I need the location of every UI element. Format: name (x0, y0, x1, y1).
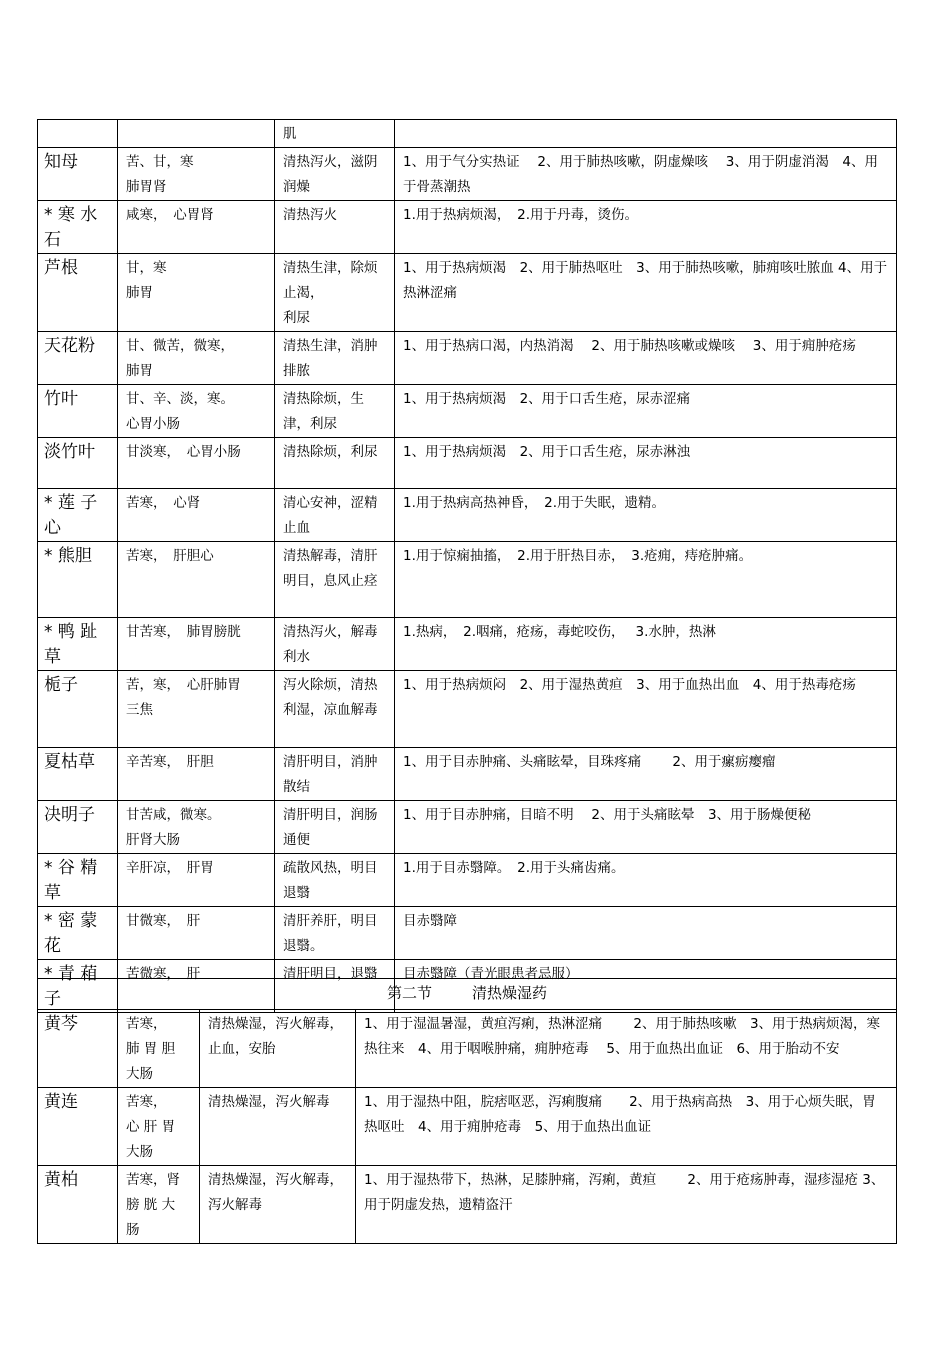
herb-usage (395, 120, 897, 148)
herb-name (38, 120, 118, 148)
herb-name: 决明子 (38, 801, 118, 854)
table-row (38, 201, 897, 254)
herb-name: * 青 葙子 (38, 960, 118, 1013)
herb-name: * 密 蒙花 (38, 907, 118, 960)
herb-taste-meridian: 苦寒， 肝胆心 (118, 542, 275, 618)
herb-taste-meridian: 苦寒， 肺 胃 胆 大肠 (118, 1010, 200, 1088)
herb-usage: 1、用于目赤肿痛，目暗不明 2、用于头痛眩晕 3、用于肠燥便秘 (395, 801, 897, 854)
herb-usage: 1、用于目赤肿痛、头痛眩晕，目珠疼痛 2、用于瘰疬瘿瘤 (395, 748, 897, 801)
herb-taste-meridian: 苦、甘，寒 肺胃肾 (118, 148, 275, 201)
herb-taste-meridian: 苦寒， 心肾 (118, 489, 275, 542)
herb-effect: 清心安神，涩精止血 (275, 489, 395, 542)
herb-effect: 清热燥湿，泻火解毒，止血，安胎 (200, 1010, 356, 1088)
section-number: 第二节 (387, 984, 433, 1002)
table-row (38, 120, 897, 148)
table-row (38, 332, 897, 385)
section-heading-row (38, 979, 897, 1010)
herb-name: 黄连 (38, 1088, 118, 1166)
table-row (38, 618, 897, 671)
herb-taste-meridian: 甘、辛、淡，寒。 心胃小肠 (118, 385, 275, 438)
herb-usage: 目赤翳障 (395, 907, 897, 960)
herb-effect: 清热解毒，清肝明目，息风止痉 (275, 542, 395, 618)
herb-table-section2 (37, 978, 897, 1244)
herb-effect: 清肝明目，退翳 (275, 960, 395, 1013)
herb-usage: 1、用于湿温暑湿，黄疸泻痢，热淋涩痛 2、用于肺热咳嗽 3、用于热病烦渴，寒热往来 4、用于咽喉肿痛，痈肿疮毒 5、用于血热出血证 6、用于胎动不安 (356, 1010, 897, 1088)
table-row (38, 438, 897, 489)
herb-effect: 清热除烦，生津，利尿 (275, 385, 395, 438)
herb-name: 知母 (38, 148, 118, 201)
herb-effect: 清热燥湿，泻火解毒，泻火解毒 (200, 1166, 356, 1244)
table-row (38, 148, 897, 201)
table-row (38, 542, 897, 618)
table-row (38, 671, 897, 748)
herb-effect: 清热泻火 (275, 201, 395, 254)
table-row (38, 385, 897, 438)
herb-table-section1 (37, 119, 897, 1013)
herb-name: 天花粉 (38, 332, 118, 385)
table-row (38, 1088, 897, 1166)
herb-name: * 鸭 趾草 (38, 618, 118, 671)
herb-usage: 1.用于热病高热神昏， 2.用于失眠，遗精。 (395, 489, 897, 542)
herb-taste-meridian: 甘，寒 肺胃 (118, 254, 275, 332)
herb-name: * 寒 水石 (38, 201, 118, 254)
herb-usage: 1、用于气分实热证 2、用于肺热咳嗽，阴虚燥咳 3、用于阴虚消渴 4、用于骨蒸潮热 (395, 148, 897, 201)
herb-effect: 清热生津，消肿排脓 (275, 332, 395, 385)
herb-usage: 1.用于热病烦渴， 2.用于丹毒，烫伤。 (395, 201, 897, 254)
herb-name: * 谷 精草 (38, 854, 118, 907)
herb-usage: 1.用于惊痫抽搐， 2.用于肝热目赤， 3.疮痈，痔疮肿痛。 (395, 542, 897, 618)
table-row (38, 801, 897, 854)
herb-effect: 清肝养肝，明目退翳。 (275, 907, 395, 960)
herb-usage: 1.热病， 2.咽痛，疮疡，毒蛇咬伤， 3.水肿，热淋 (395, 618, 897, 671)
table-row (38, 748, 897, 801)
herb-usage: 1、用于热病烦闷 2、用于湿热黄疸 3、用于血热出血 4、用于热毒疮疡 (395, 671, 897, 748)
section-title: 清热燥湿药 (472, 984, 548, 1002)
herb-usage: 1、用于湿热带下，热淋，足膝肿痛，泻痢，黄疸 2、用于疮疡肿毒，湿疹湿疮 3、用于阴虚发热，遗精盗汗 (356, 1166, 897, 1244)
table-row (38, 1010, 897, 1088)
table-row (38, 489, 897, 542)
table-row (38, 1166, 897, 1244)
herb-taste-meridian (118, 120, 275, 148)
herb-usage: 1、用于热病烦渴 2、用于口舌生疮，尿赤涩痛 (395, 385, 897, 438)
herb-name: 黄柏 (38, 1166, 118, 1244)
herb-name: 黄芩 (38, 1010, 118, 1088)
herb-taste-meridian: 苦寒， 心 肝 胃 大肠 (118, 1088, 200, 1166)
herb-effect: 清热除烦，利尿 (275, 438, 395, 489)
herb-taste-meridian: 苦寒，肾 膀 胱 大 肠 (118, 1166, 200, 1244)
herb-usage: 1.用于目赤翳障。 2.用于头痛齿痛。 (395, 854, 897, 907)
herb-effect: 肌 (275, 120, 395, 148)
herb-taste-meridian: 苦微寒， 肝 (118, 960, 275, 1013)
herb-effect: 清热生津，除烦止渴， 利尿 (275, 254, 395, 332)
herb-usage: 目赤翳障（青光眼患者忌服） (395, 960, 897, 1013)
herb-taste-meridian: 甘苦寒， 肺胃膀胱 (118, 618, 275, 671)
herb-name: 竹叶 (38, 385, 118, 438)
herb-taste-meridian: 辛苦寒， 肝胆 (118, 748, 275, 801)
herb-effect: 清肝明目，消肿散结 (275, 748, 395, 801)
herb-name: 芦根 (38, 254, 118, 332)
herb-effect: 清热燥湿，泻火解毒 (200, 1088, 356, 1166)
table-row (38, 254, 897, 332)
table-row (38, 907, 897, 960)
herb-taste-meridian: 甘苦咸，微寒。 肝肾大肠 (118, 801, 275, 854)
herb-taste-meridian: 甘微寒， 肝 (118, 907, 275, 960)
section-heading (38, 979, 897, 1010)
herb-name: 淡竹叶 (38, 438, 118, 489)
herb-usage: 1、用于湿热中阻，脘痞呕恶，泻痢腹痛 2、用于热病高热 3、用于心烦失眠，胃热呕吐 4、用于痈肿疮毒 5、用于血热出血证 (356, 1088, 897, 1166)
table-row (38, 854, 897, 907)
herb-effect: 清热泻火，解毒利水 (275, 618, 395, 671)
herb-usage: 1、用于热病烦渴 2、用于肺热呕吐 3、用于肺热咳嗽，肺痈咳吐脓血 4、用于热淋涩痛 (395, 254, 897, 332)
herb-taste-meridian: 甘、微苦，微寒， 肺胃 (118, 332, 275, 385)
herb-taste-meridian: 苦，寒， 心肝肺胃 三焦 (118, 671, 275, 748)
herb-name: * 莲 子心 (38, 489, 118, 542)
herb-effect: 疏散风热，明目退翳 (275, 854, 395, 907)
herb-taste-meridian: 咸寒， 心胃肾 (118, 201, 275, 254)
herb-effect: 泻火除烦，清热利湿，凉血解毒 (275, 671, 395, 748)
herb-usage: 1、用于热病口渴，内热消渴 2、用于肺热咳嗽或燥咳 3、用于痈肿疮疡 (395, 332, 897, 385)
herb-usage: 1、用于热病烦渴 2、用于口舌生疮，尿赤淋浊 (395, 438, 897, 489)
herb-effect: 清肝明目，润肠通便 (275, 801, 395, 854)
herb-taste-meridian: 甘淡寒， 心胃小肠 (118, 438, 275, 489)
herb-name: * 熊胆 (38, 542, 118, 618)
herb-name: 栀子 (38, 671, 118, 748)
herb-name: 夏枯草 (38, 748, 118, 801)
herb-effect: 清热泻火，滋阴润燥 (275, 148, 395, 201)
herb-taste-meridian: 辛肝凉， 肝胃 (118, 854, 275, 907)
